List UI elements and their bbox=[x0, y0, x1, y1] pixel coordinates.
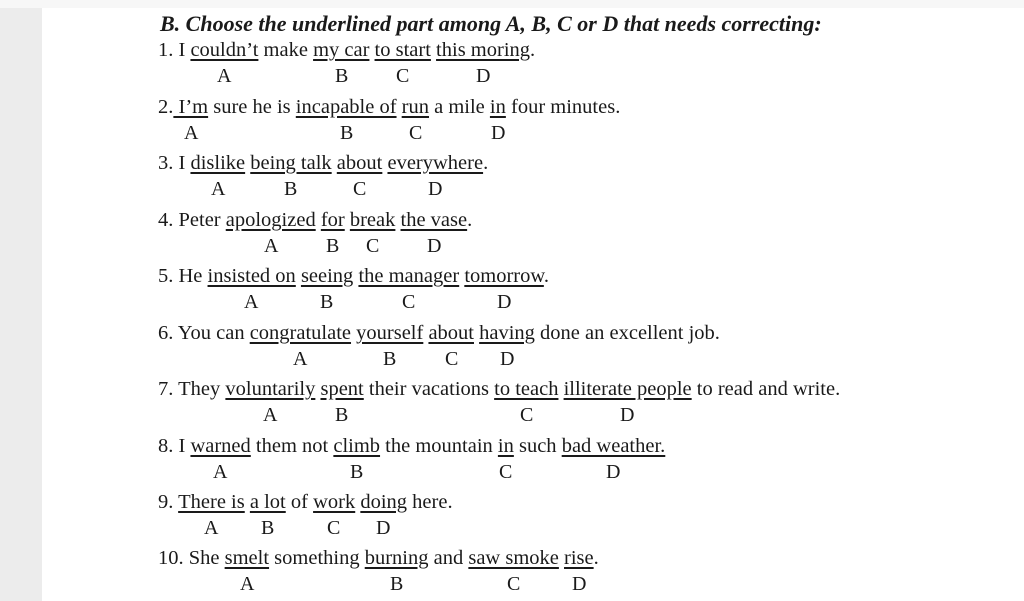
top-edge bbox=[0, 0, 1024, 8]
underlined-option: seeing bbox=[300, 265, 354, 287]
underlined-option: illiterate people bbox=[563, 378, 692, 400]
exercise-title: B. Choose the underlined part among A, B, C or D that needs correcting: bbox=[160, 11, 822, 36]
option-letter-c: C bbox=[499, 461, 513, 483]
underlined-option: I’m bbox=[173, 96, 209, 118]
option-letter-b: B bbox=[335, 65, 349, 87]
option-letter-d: D bbox=[572, 573, 587, 595]
question-9 bbox=[158, 490, 453, 514]
question-text: and bbox=[428, 547, 469, 569]
option-letter-a: A bbox=[204, 517, 219, 539]
question-text: done an excellent job. bbox=[534, 322, 720, 344]
underlined-option: doing bbox=[360, 491, 408, 513]
underlined-option: being talk bbox=[250, 152, 332, 174]
question-text: 5. He bbox=[158, 265, 208, 287]
option-letter-c: C bbox=[409, 122, 423, 144]
question-text: the mountain bbox=[380, 435, 498, 457]
option-letter-a: A bbox=[244, 291, 259, 313]
question-text: . bbox=[530, 39, 536, 61]
underlined-option: to start bbox=[374, 39, 431, 61]
question-text: sure he is bbox=[208, 96, 296, 118]
option-letter-c: C bbox=[396, 65, 410, 87]
option-letter-b: B bbox=[340, 122, 354, 144]
option-letter-a: A bbox=[184, 122, 199, 144]
underlined-option: in bbox=[497, 435, 514, 457]
question-text: something bbox=[269, 547, 365, 569]
underlined-option: for bbox=[320, 209, 345, 231]
option-letter-b: B bbox=[390, 573, 404, 595]
question-3 bbox=[158, 151, 488, 175]
underlined-option: dislike bbox=[190, 152, 246, 174]
option-letter-c: C bbox=[402, 291, 416, 313]
underlined-option: in bbox=[489, 96, 506, 118]
option-letter-c: C bbox=[445, 348, 459, 370]
option-letter-a: A bbox=[293, 348, 308, 370]
question-text: 6. You can bbox=[158, 322, 250, 344]
question-2 bbox=[158, 95, 620, 119]
option-letter-a: A bbox=[240, 573, 255, 595]
question-text: their vacations bbox=[363, 378, 495, 400]
question-text: . bbox=[593, 547, 599, 569]
option-letter-b: B bbox=[335, 404, 349, 426]
underlined-option: There is bbox=[178, 491, 245, 513]
underlined-option: climb bbox=[333, 435, 381, 457]
question-text: here. bbox=[407, 491, 453, 513]
question-4 bbox=[158, 208, 472, 232]
underlined-option: voluntarily bbox=[225, 378, 316, 400]
underlined-option: this moring bbox=[436, 39, 531, 61]
option-letter-d: D bbox=[476, 65, 491, 87]
option-letter-b: B bbox=[284, 178, 298, 200]
underlined-option: congratulate bbox=[249, 322, 352, 344]
option-letter-b: B bbox=[261, 517, 275, 539]
question-text: a mile bbox=[429, 96, 490, 118]
option-letter-c: C bbox=[353, 178, 367, 200]
underlined-option: the manager bbox=[358, 265, 460, 287]
underlined-option: about bbox=[336, 152, 383, 174]
question-7 bbox=[158, 377, 840, 401]
question-1 bbox=[158, 38, 535, 62]
underlined-option: spent bbox=[320, 378, 364, 400]
underlined-option: a lot bbox=[249, 491, 286, 513]
underlined-option: saw smoke bbox=[468, 547, 559, 569]
underlined-option: work bbox=[313, 491, 356, 513]
option-letter-a: A bbox=[263, 404, 278, 426]
question-text: 4. Peter bbox=[158, 209, 226, 231]
option-letter-d: D bbox=[491, 122, 506, 144]
underlined-option: about bbox=[428, 322, 474, 344]
option-letter-d: D bbox=[428, 178, 443, 200]
underlined-option: incapable of bbox=[295, 96, 397, 118]
question-text: them not bbox=[250, 435, 334, 457]
option-letter-a: A bbox=[264, 235, 279, 257]
underlined-option: tomorrow bbox=[464, 265, 544, 287]
option-letter-c: C bbox=[366, 235, 380, 257]
question-text: to read and write. bbox=[691, 378, 841, 400]
option-letter-b: B bbox=[320, 291, 334, 313]
option-letter-c: C bbox=[520, 404, 534, 426]
question-text: 2. bbox=[158, 96, 174, 118]
underlined-option: everywhere bbox=[387, 152, 484, 174]
option-letter-b: B bbox=[383, 348, 397, 370]
underlined-option: apologized bbox=[225, 209, 316, 231]
option-letter-c: C bbox=[507, 573, 521, 595]
underlined-option: couldn’t bbox=[190, 39, 259, 61]
option-letter-d: D bbox=[376, 517, 391, 539]
question-text: 3. I bbox=[158, 152, 191, 174]
question-6 bbox=[158, 321, 720, 345]
question-text: . bbox=[467, 209, 473, 231]
underlined-option: having bbox=[479, 322, 535, 344]
question-text: 7. They bbox=[158, 378, 226, 400]
question-text: such bbox=[513, 435, 562, 457]
option-letter-c: C bbox=[327, 517, 341, 539]
underlined-option: warned bbox=[190, 435, 251, 457]
underlined-option: yourself bbox=[356, 322, 424, 344]
option-letter-d: D bbox=[497, 291, 512, 313]
question-text: make bbox=[258, 39, 314, 61]
question-8 bbox=[158, 434, 665, 458]
underlined-option: smelt bbox=[224, 547, 270, 569]
underlined-option: bad weather. bbox=[561, 435, 666, 457]
underlined-option: my car bbox=[313, 39, 370, 61]
underlined-option: the vase bbox=[400, 209, 468, 231]
question-10 bbox=[158, 546, 599, 570]
option-letter-a: A bbox=[217, 65, 232, 87]
option-letter-d: D bbox=[427, 235, 442, 257]
underlined-option: rise bbox=[564, 547, 594, 569]
question-text: 10. She bbox=[158, 547, 225, 569]
underlined-option: to teach bbox=[494, 378, 559, 400]
question-text: of bbox=[285, 491, 314, 513]
option-letter-d: D bbox=[500, 348, 515, 370]
question-text: 8. I bbox=[158, 435, 191, 457]
question-text: 9. bbox=[158, 491, 179, 513]
option-letter-a: A bbox=[213, 461, 228, 483]
option-letter-a: A bbox=[211, 178, 226, 200]
underlined-option: insisted on bbox=[207, 265, 296, 287]
option-letter-b: B bbox=[350, 461, 364, 483]
left-margin-shade bbox=[0, 0, 42, 601]
question-text: . bbox=[543, 265, 549, 287]
underlined-option: burning bbox=[364, 547, 429, 569]
option-letter-d: D bbox=[606, 461, 621, 483]
option-letter-d: D bbox=[620, 404, 635, 426]
option-letter-b: B bbox=[326, 235, 340, 257]
underlined-option: run bbox=[401, 96, 429, 118]
underlined-option: break bbox=[349, 209, 396, 231]
question-text: four minutes. bbox=[505, 96, 621, 118]
question-text: . bbox=[483, 152, 489, 174]
question-5 bbox=[158, 264, 549, 288]
question-text: 1. I bbox=[158, 39, 191, 61]
